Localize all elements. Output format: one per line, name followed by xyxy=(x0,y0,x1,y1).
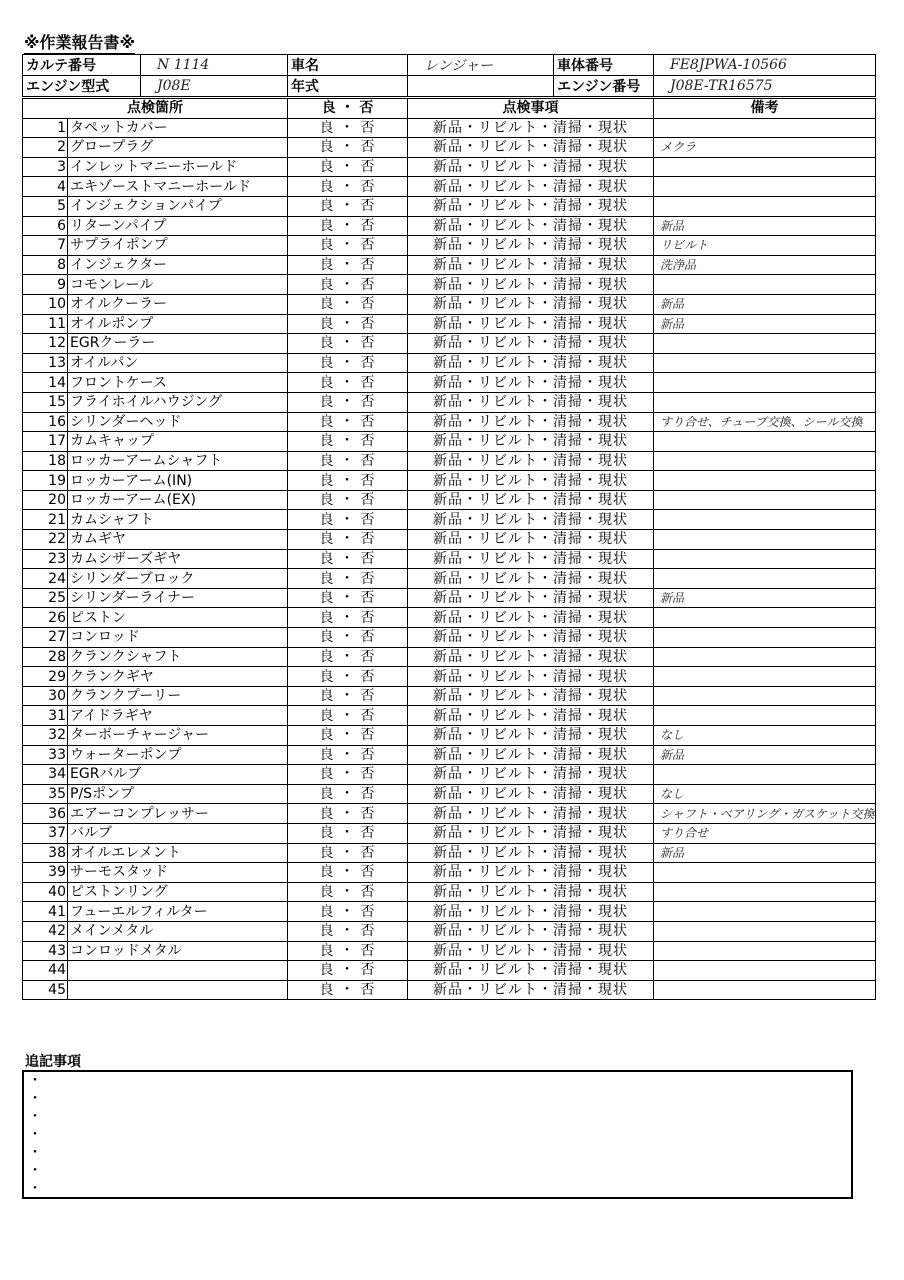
row-status-options[interactable]: 新品・リビルト・清掃・現状 xyxy=(408,569,654,589)
row-part-name: オイルクーラー xyxy=(68,294,288,314)
row-remarks[interactable]: 新品 xyxy=(654,294,876,314)
row-number: 42 xyxy=(23,921,68,941)
row-status-options[interactable]: 新品・リビルト・清掃・現状 xyxy=(408,921,654,941)
row-remarks[interactable]: すり合せ、チューブ交換、シール交換 xyxy=(654,412,876,432)
table-row xyxy=(23,686,876,706)
row-status-options[interactable]: 新品・リビルト・清掃・現状 xyxy=(408,843,654,863)
row-number: 22 xyxy=(23,530,68,550)
row-part-name: カムシャフト xyxy=(68,510,288,530)
column-header-good-bad: 良 ・ 否 xyxy=(288,99,408,119)
row-good-bad[interactable]: 良 ・ 否 xyxy=(288,334,408,354)
table-row xyxy=(23,980,876,1000)
row-good-bad[interactable]: 良 ・ 否 xyxy=(288,490,408,510)
table-row xyxy=(23,471,876,491)
row-remarks[interactable] xyxy=(654,392,876,412)
row-part-name: オイルパン xyxy=(68,353,288,373)
row-number: 37 xyxy=(23,823,68,843)
table-row xyxy=(23,275,876,295)
row-part-name: コンロッド xyxy=(68,628,288,648)
row-part-name: フロントケース xyxy=(68,373,288,393)
table-row xyxy=(23,490,876,510)
row-number: 21 xyxy=(23,510,68,530)
row-status-options[interactable]: 新品・リビルト・清掃・現状 xyxy=(408,432,654,452)
row-status-options[interactable]: 新品・リビルト・清掃・現状 xyxy=(408,823,654,843)
column-header-part: 点検箇所 xyxy=(23,99,288,119)
row-remarks[interactable] xyxy=(654,706,876,726)
row-remarks[interactable] xyxy=(654,490,876,510)
row-part-name: エキゾーストマニーホールド xyxy=(68,177,288,197)
row-status-options[interactable]: 新品・リビルト・清掃・現状 xyxy=(408,784,654,804)
row-good-bad[interactable]: 良 ・ 否 xyxy=(288,726,408,746)
table-row xyxy=(23,255,876,275)
table-row xyxy=(23,726,876,746)
row-remarks[interactable]: すり合せ xyxy=(654,823,876,843)
row-good-bad[interactable]: 良 ・ 否 xyxy=(288,157,408,177)
table-row xyxy=(23,863,876,883)
row-status-options[interactable]: 新品・リビルト・清掃・現状 xyxy=(408,196,654,216)
table-row xyxy=(23,294,876,314)
row-number: 8 xyxy=(23,255,68,275)
table-row xyxy=(23,882,876,902)
row-number: 15 xyxy=(23,392,68,412)
row-remarks[interactable] xyxy=(654,921,876,941)
row-number: 45 xyxy=(23,980,68,1000)
row-part-name: P/Sポンプ xyxy=(68,784,288,804)
row-status-options[interactable]: 新品・リビルト・清掃・現状 xyxy=(408,902,654,922)
row-part-name: メインメタル xyxy=(68,921,288,941)
row-remarks[interactable] xyxy=(654,334,876,354)
row-remarks[interactable] xyxy=(654,432,876,452)
table-row xyxy=(23,353,876,373)
column-header-items: 点検事項 xyxy=(408,99,654,119)
row-remarks[interactable] xyxy=(654,961,876,981)
row-good-bad[interactable]: 良 ・ 否 xyxy=(288,784,408,804)
row-number: 19 xyxy=(23,471,68,491)
row-remarks[interactable] xyxy=(654,510,876,530)
row-part-name: ロッカーアーム(EX) xyxy=(68,490,288,510)
row-part-name: リターンパイプ xyxy=(68,216,288,236)
row-status-options[interactable]: 新品・リビルト・清掃・現状 xyxy=(408,647,654,667)
row-good-bad[interactable]: 良 ・ 否 xyxy=(288,118,408,138)
table-row xyxy=(23,177,876,197)
row-number: 26 xyxy=(23,608,68,628)
chassis-number-label: 車体番号 xyxy=(554,55,654,76)
table-row xyxy=(23,196,876,216)
table-row xyxy=(23,608,876,628)
row-status-options[interactable]: 新品・リビルト・清掃・現状 xyxy=(408,804,654,824)
row-part-name: オイルエレメント xyxy=(68,843,288,863)
row-good-bad[interactable]: 良 ・ 否 xyxy=(288,980,408,1000)
row-remarks[interactable] xyxy=(654,667,876,687)
car-name-value[interactable]: レンジャー xyxy=(408,55,554,76)
row-part-name: ロッカーアームシャフト xyxy=(68,451,288,471)
row-number: 25 xyxy=(23,588,68,608)
row-part-name: グロープラグ xyxy=(68,138,288,158)
table-row xyxy=(23,921,876,941)
row-number: 32 xyxy=(23,726,68,746)
table-row xyxy=(23,157,876,177)
table-row xyxy=(23,138,876,158)
row-good-bad[interactable]: 良 ・ 否 xyxy=(288,236,408,256)
row-good-bad[interactable]: 良 ・ 否 xyxy=(288,255,408,275)
row-good-bad[interactable]: 良 ・ 否 xyxy=(288,412,408,432)
table-row xyxy=(23,745,876,765)
table-row xyxy=(23,628,876,648)
row-remarks[interactable]: メクラ xyxy=(654,138,876,158)
row-number: 38 xyxy=(23,843,68,863)
row-status-options[interactable]: 新品・リビルト・清掃・現状 xyxy=(408,745,654,765)
row-status-options[interactable]: 新品・リビルト・清掃・現状 xyxy=(408,412,654,432)
row-part-name: シリンダーブロック xyxy=(68,569,288,589)
row-remarks[interactable]: 新品 xyxy=(654,314,876,334)
row-status-options[interactable]: 新品・リビルト・清掃・現状 xyxy=(408,608,654,628)
row-number: 28 xyxy=(23,647,68,667)
row-part-name: エアーコンプレッサー xyxy=(68,804,288,824)
table-row xyxy=(23,823,876,843)
row-part-name: EGRクーラー xyxy=(68,334,288,354)
row-number: 20 xyxy=(23,490,68,510)
row-number: 16 xyxy=(23,412,68,432)
row-part-name: シリンダーヘッド xyxy=(68,412,288,432)
row-remarks[interactable] xyxy=(654,118,876,138)
row-good-bad[interactable]: 良 ・ 否 xyxy=(288,138,408,158)
inspection-rows xyxy=(23,118,876,1000)
row-number: 27 xyxy=(23,628,68,648)
notes-bullet: ・ xyxy=(28,1127,42,1143)
row-status-options[interactable]: 新品・リビルト・清掃・現状 xyxy=(408,706,654,726)
column-header-remarks: 備考 xyxy=(654,99,876,119)
year-value[interactable] xyxy=(408,76,554,97)
row-number: 23 xyxy=(23,549,68,569)
row-status-options[interactable]: 新品・リビルト・清掃・現状 xyxy=(408,471,654,491)
row-part-name: ピストンリング xyxy=(68,882,288,902)
inspection-table xyxy=(22,98,876,1000)
row-number: 39 xyxy=(23,863,68,883)
row-number: 17 xyxy=(23,432,68,452)
row-remarks[interactable]: シャフト・ベアリング・ガスケット交換 xyxy=(654,804,876,824)
row-good-bad[interactable]: 良 ・ 否 xyxy=(288,628,408,648)
row-good-bad[interactable]: 良 ・ 否 xyxy=(288,863,408,883)
row-good-bad[interactable]: 良 ・ 否 xyxy=(288,314,408,334)
row-part-name: フライホイルハウジング xyxy=(68,392,288,412)
notes-bullet: ・ xyxy=(28,1109,42,1125)
row-status-options[interactable]: 新品・リビルト・清掃・現状 xyxy=(408,686,654,706)
row-remarks[interactable] xyxy=(654,471,876,491)
row-good-bad[interactable]: 良 ・ 否 xyxy=(288,177,408,197)
document-title: ※作業報告書※ xyxy=(24,33,136,52)
row-status-options[interactable]: 新品・リビルト・清掃・現状 xyxy=(408,882,654,902)
table-row xyxy=(23,843,876,863)
row-status-options[interactable]: 新品・リビルト・清掃・現状 xyxy=(408,726,654,746)
row-remarks[interactable] xyxy=(654,863,876,883)
chassis-number-value[interactable]: FE8JPWA-10566 xyxy=(654,55,876,76)
row-status-options[interactable]: 新品・リビルト・清掃・現状 xyxy=(408,980,654,1000)
row-remarks[interactable] xyxy=(654,608,876,628)
row-good-bad[interactable]: 良 ・ 否 xyxy=(288,510,408,530)
row-part-name: インジェクションパイプ xyxy=(68,196,288,216)
row-good-bad[interactable]: 良 ・ 否 xyxy=(288,471,408,491)
row-status-options[interactable]: 新品・リビルト・清掃・現状 xyxy=(408,667,654,687)
row-part-name: クランクギヤ xyxy=(68,667,288,687)
row-status-options[interactable]: 新品・リビルト・清掃・現状 xyxy=(408,628,654,648)
row-remarks[interactable]: 新品 xyxy=(654,745,876,765)
table-row xyxy=(23,588,876,608)
row-remarks[interactable] xyxy=(654,902,876,922)
notes-bullet: ・ xyxy=(28,1073,42,1089)
row-part-name: ターボーチャージャー xyxy=(68,726,288,746)
notes-bullet: ・ xyxy=(28,1163,42,1179)
table-row xyxy=(23,784,876,804)
row-good-bad[interactable]: 良 ・ 否 xyxy=(288,392,408,412)
row-remarks[interactable] xyxy=(654,647,876,667)
row-status-options[interactable]: 新品・リビルト・清掃・現状 xyxy=(408,157,654,177)
karte-number-value[interactable]: N 1114 xyxy=(141,55,288,76)
table-row xyxy=(23,373,876,393)
row-good-bad[interactable]: 良 ・ 否 xyxy=(288,843,408,863)
table-row xyxy=(23,902,876,922)
notes-bullet: ・ xyxy=(28,1145,42,1161)
table-row xyxy=(23,667,876,687)
row-remarks[interactable]: 新品 xyxy=(654,588,876,608)
row-good-bad[interactable]: 良 ・ 否 xyxy=(288,882,408,902)
table-row xyxy=(23,314,876,334)
row-status-options[interactable]: 新品・リビルト・清掃・現状 xyxy=(408,961,654,981)
row-part-name: ウォーターポンプ xyxy=(68,745,288,765)
row-status-options[interactable]: 新品・リビルト・清掃・現状 xyxy=(408,255,654,275)
row-number: 2 xyxy=(23,138,68,158)
row-good-bad[interactable]: 良 ・ 否 xyxy=(288,647,408,667)
row-number: 29 xyxy=(23,667,68,687)
row-part-name: タペットカバー xyxy=(68,118,288,138)
row-status-options[interactable]: 新品・リビルト・清掃・現状 xyxy=(408,588,654,608)
table-row xyxy=(23,118,876,138)
row-remarks[interactable] xyxy=(654,353,876,373)
table-row xyxy=(23,804,876,824)
row-part-name: EGRバルブ xyxy=(68,765,288,785)
row-part-name: インジェクター xyxy=(68,255,288,275)
row-remarks[interactable] xyxy=(654,196,876,216)
row-number: 18 xyxy=(23,451,68,471)
row-remarks[interactable] xyxy=(654,451,876,471)
vehicle-info-table xyxy=(22,54,876,97)
row-status-options[interactable]: 新品・リビルト・清掃・現状 xyxy=(408,177,654,197)
row-part-name: コンロッドメタル xyxy=(68,941,288,961)
additional-notes-box[interactable] xyxy=(22,1070,853,1199)
row-good-bad[interactable]: 良 ・ 否 xyxy=(288,530,408,550)
karte-number-label: カルテ番号 xyxy=(23,55,141,76)
row-good-bad[interactable]: 良 ・ 否 xyxy=(288,608,408,628)
row-remarks[interactable] xyxy=(654,628,876,648)
row-good-bad[interactable]: 良 ・ 否 xyxy=(288,451,408,471)
row-remarks[interactable]: 新品 xyxy=(654,216,876,236)
engine-type-label: エンジン型式 xyxy=(23,76,141,97)
row-good-bad[interactable]: 良 ・ 否 xyxy=(288,569,408,589)
row-remarks[interactable]: なし xyxy=(654,784,876,804)
row-status-options[interactable]: 新品・リビルト・清掃・現状 xyxy=(408,294,654,314)
row-remarks[interactable]: リビルト xyxy=(654,236,876,256)
row-status-options[interactable]: 新品・リビルト・清掃・現状 xyxy=(408,530,654,550)
row-remarks[interactable] xyxy=(654,157,876,177)
table-row xyxy=(23,647,876,667)
row-number: 11 xyxy=(23,314,68,334)
row-status-options[interactable]: 新品・リビルト・清掃・現状 xyxy=(408,863,654,883)
row-status-options[interactable]: 新品・リビルト・清掃・現状 xyxy=(408,216,654,236)
table-row xyxy=(23,216,876,236)
row-number: 6 xyxy=(23,216,68,236)
row-good-bad[interactable]: 良 ・ 否 xyxy=(288,804,408,824)
row-status-options[interactable]: 新品・リビルト・清掃・現状 xyxy=(408,314,654,334)
row-number: 31 xyxy=(23,706,68,726)
row-status-options[interactable]: 新品・リビルト・清掃・現状 xyxy=(408,510,654,530)
row-number: 44 xyxy=(23,961,68,981)
row-good-bad[interactable]: 良 ・ 否 xyxy=(288,745,408,765)
row-status-options[interactable]: 新品・リビルト・清掃・現状 xyxy=(408,236,654,256)
row-number: 10 xyxy=(23,294,68,314)
table-row xyxy=(23,941,876,961)
row-good-bad[interactable]: 良 ・ 否 xyxy=(288,353,408,373)
row-part-name: オイルポンプ xyxy=(68,314,288,334)
row-good-bad[interactable]: 良 ・ 否 xyxy=(288,823,408,843)
row-status-options[interactable]: 新品・リビルト・清掃・現状 xyxy=(408,549,654,569)
row-part-name xyxy=(68,980,288,1000)
row-good-bad[interactable]: 良 ・ 否 xyxy=(288,216,408,236)
row-remarks[interactable] xyxy=(654,882,876,902)
additional-notes-label: 追記事項 xyxy=(25,1054,81,1070)
row-number: 34 xyxy=(23,765,68,785)
engine-number-label: エンジン番号 xyxy=(554,76,654,97)
row-part-name: ロッカーアーム(IN) xyxy=(68,471,288,491)
row-good-bad[interactable]: 良 ・ 否 xyxy=(288,765,408,785)
row-good-bad[interactable]: 良 ・ 否 xyxy=(288,686,408,706)
row-remarks[interactable] xyxy=(654,177,876,197)
table-row xyxy=(23,706,876,726)
row-part-name: アイドラギヤ xyxy=(68,706,288,726)
engine-type-value[interactable]: J08E xyxy=(141,76,288,97)
row-remarks[interactable] xyxy=(654,941,876,961)
row-number: 5 xyxy=(23,196,68,216)
row-number: 36 xyxy=(23,804,68,824)
row-good-bad[interactable]: 良 ・ 否 xyxy=(288,667,408,687)
row-good-bad[interactable]: 良 ・ 否 xyxy=(288,941,408,961)
row-remarks[interactable] xyxy=(654,569,876,589)
table-row xyxy=(23,412,876,432)
row-number: 9 xyxy=(23,275,68,295)
row-remarks[interactable] xyxy=(654,765,876,785)
row-number: 7 xyxy=(23,236,68,256)
table-row xyxy=(23,549,876,569)
row-part-name: コモンレール xyxy=(68,275,288,295)
row-part-name: フューエルフィルター xyxy=(68,902,288,922)
row-remarks[interactable] xyxy=(654,980,876,1000)
row-status-options[interactable]: 新品・リビルト・清掃・現状 xyxy=(408,490,654,510)
row-number: 40 xyxy=(23,882,68,902)
row-status-options[interactable]: 新品・リビルト・清掃・現状 xyxy=(408,941,654,961)
row-good-bad[interactable]: 良 ・ 否 xyxy=(288,196,408,216)
row-part-name: インレットマニーホールド xyxy=(68,157,288,177)
row-part-name: カムギヤ xyxy=(68,530,288,550)
row-number: 35 xyxy=(23,784,68,804)
row-part-name: クランクシャフト xyxy=(68,647,288,667)
row-remarks[interactable]: 新品 xyxy=(654,843,876,863)
row-part-name xyxy=(68,961,288,981)
row-part-name: カムキャップ xyxy=(68,432,288,452)
row-number: 33 xyxy=(23,745,68,765)
notes-bullet: ・ xyxy=(28,1181,42,1197)
row-status-options[interactable]: 新品・リビルト・清掃・現状 xyxy=(408,373,654,393)
table-row xyxy=(23,961,876,981)
row-part-name: バルブ xyxy=(68,823,288,843)
row-number: 4 xyxy=(23,177,68,197)
row-status-options[interactable]: 新品・リビルト・清掃・現状 xyxy=(408,334,654,354)
row-good-bad[interactable]: 良 ・ 否 xyxy=(288,902,408,922)
row-number: 3 xyxy=(23,157,68,177)
row-number: 41 xyxy=(23,902,68,922)
notes-bullet: ・ xyxy=(28,1091,42,1107)
table-row xyxy=(23,432,876,452)
table-row xyxy=(23,392,876,412)
row-remarks[interactable] xyxy=(654,275,876,295)
row-part-name: サプライポンプ xyxy=(68,236,288,256)
row-status-options[interactable]: 新品・リビルト・清掃・現状 xyxy=(408,353,654,373)
car-name-label: 車名 xyxy=(288,55,408,76)
table-row xyxy=(23,765,876,785)
engine-number-value[interactable]: J08E-TR16575 xyxy=(654,76,876,97)
row-good-bad[interactable]: 良 ・ 否 xyxy=(288,706,408,726)
table-row xyxy=(23,451,876,471)
row-status-options[interactable]: 新品・リビルト・清掃・現状 xyxy=(408,451,654,471)
row-number: 24 xyxy=(23,569,68,589)
row-good-bad[interactable]: 良 ・ 否 xyxy=(288,275,408,295)
table-row xyxy=(23,510,876,530)
row-good-bad[interactable]: 良 ・ 否 xyxy=(288,549,408,569)
row-number: 14 xyxy=(23,373,68,393)
row-good-bad[interactable]: 良 ・ 否 xyxy=(288,373,408,393)
row-status-options[interactable]: 新品・リビルト・清掃・現状 xyxy=(408,275,654,295)
row-remarks[interactable] xyxy=(654,549,876,569)
table-row xyxy=(23,334,876,354)
row-number: 1 xyxy=(23,118,68,138)
table-row xyxy=(23,569,876,589)
row-part-name: シリンダーライナー xyxy=(68,588,288,608)
row-number: 13 xyxy=(23,353,68,373)
table-row xyxy=(23,236,876,256)
row-number: 43 xyxy=(23,941,68,961)
row-remarks[interactable] xyxy=(654,373,876,393)
row-good-bad[interactable]: 良 ・ 否 xyxy=(288,294,408,314)
row-remarks[interactable] xyxy=(654,686,876,706)
row-status-options[interactable]: 新品・リビルト・清掃・現状 xyxy=(408,765,654,785)
row-good-bad[interactable]: 良 ・ 否 xyxy=(288,588,408,608)
row-status-options[interactable]: 新品・リビルト・清掃・現状 xyxy=(408,118,654,138)
row-status-options[interactable]: 新品・リビルト・清掃・現状 xyxy=(408,392,654,412)
year-label: 年式 xyxy=(288,76,408,97)
row-number: 12 xyxy=(23,334,68,354)
row-good-bad[interactable]: 良 ・ 否 xyxy=(288,921,408,941)
row-part-name: サーモスタッド xyxy=(68,863,288,883)
row-number: 30 xyxy=(23,686,68,706)
row-good-bad[interactable]: 良 ・ 否 xyxy=(288,961,408,981)
row-remarks[interactable]: 洗浄品 xyxy=(654,255,876,275)
row-good-bad[interactable]: 良 ・ 否 xyxy=(288,432,408,452)
row-part-name: ピストン xyxy=(68,608,288,628)
row-part-name: カムシザーズギヤ xyxy=(68,549,288,569)
row-remarks[interactable]: なし xyxy=(654,726,876,746)
row-remarks[interactable] xyxy=(654,530,876,550)
table-row xyxy=(23,530,876,550)
row-part-name: クランクプーリー xyxy=(68,686,288,706)
row-status-options[interactable]: 新品・リビルト・清掃・現状 xyxy=(408,138,654,158)
